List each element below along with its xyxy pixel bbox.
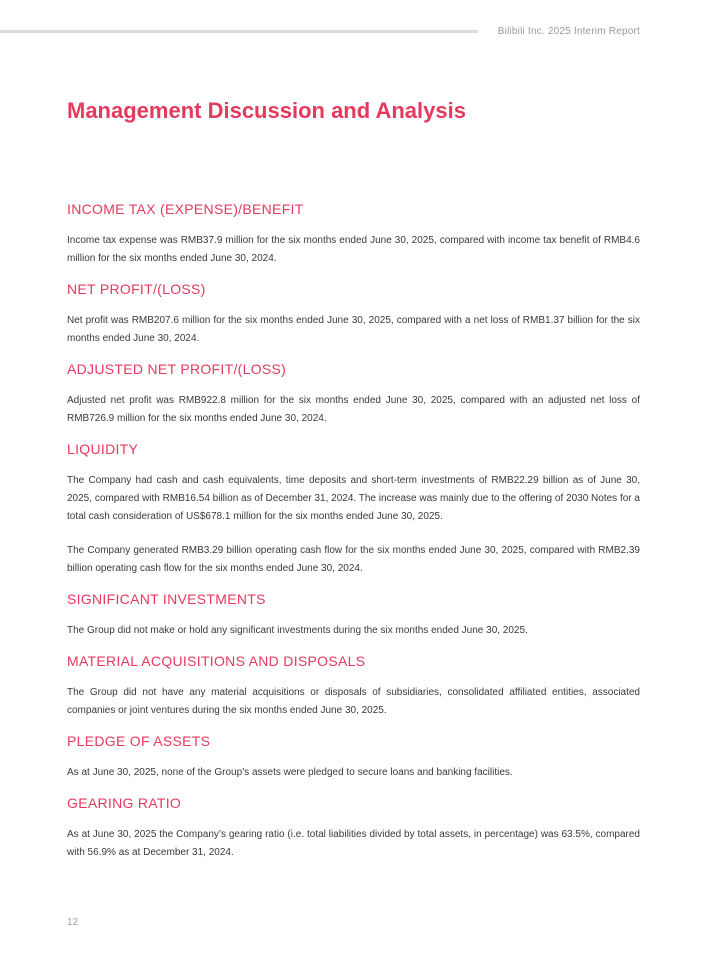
- section-heading: PLEDGE OF ASSETS: [67, 733, 211, 749]
- paragraph: Adjusted net profit was RMB922.8 million for the six months ended June 30, 2025, compared with an adjusted net loss of RMB726.9 million for the six months ended June 30, 2024.: [67, 395, 640, 424]
- report-header: Bilibili Inc. 2025 Interim Report: [497, 26, 640, 37]
- paragraph: The Company had cash and cash equivalents, time deposits and short-term investments of RMB22.29 billion as of June 30, 2025, compared with RMB16.54 billion as of December 31, 2024. The increase was mainly due to the offering of 2030 Notes for a total cash consideration of US$678.1 million for the six months ended June 30, 2025.: [67, 475, 640, 522]
- sections-container: [67, 200, 640, 874]
- paragraph: The Company generated RMB3.29 billion operating cash flow for the six months ended June 30, 2025, compared with RMB2.39 billion operating cash flow for the six months ended June 30, 2024.: [67, 545, 640, 574]
- section-heading: LIQUIDITY: [67, 441, 139, 457]
- page-number: 12: [67, 917, 79, 928]
- section-body: [67, 764, 640, 782]
- section: [67, 440, 640, 578]
- paragraph: Income tax expense was RMB37.9 million for the six months ended June 30, 2025, compared with income tax benefit of RMB4.6 million for the six months ended June 30, 2024.: [67, 235, 640, 264]
- paragraph: Net profit was RMB207.6 million for the six months ended June 30, 2025, compared with a net loss of RMB1.37 billion for the six months ended June 30, 2024.: [67, 315, 640, 344]
- section: [67, 794, 640, 862]
- section-body: [67, 472, 640, 578]
- paragraph: The Group did not have any material acquisitions or disposals of subsidiaries, consolidated affiliated entities, associated companies or joint ventures during the six months ended June 30, 2025.: [67, 687, 640, 716]
- section: [67, 200, 640, 268]
- section-heading: ADJUSTED NET PROFIT/(LOSS): [67, 361, 287, 377]
- section-body: [67, 622, 640, 640]
- section: [67, 732, 640, 782]
- section-body: [67, 684, 640, 720]
- section: [67, 360, 640, 428]
- section-heading: SIGNIFICANT INVESTMENTS: [67, 591, 266, 607]
- section-heading: INCOME TAX (EXPENSE)/BENEFIT: [67, 201, 304, 217]
- paragraph: As at June 30, 2025 the Company’s gearing ratio (i.e. total liabilities divided by total assets, in percentage) was 63.5%, compared with 56.9% as at December 31, 2024.: [67, 829, 640, 858]
- paragraph: The Group did not make or hold any significant investments during the six months ended June 30, 2025.: [67, 625, 528, 636]
- section-body: [67, 312, 640, 348]
- section-body: [67, 826, 640, 862]
- section-heading: GEARING RATIO: [67, 795, 182, 811]
- section-heading: NET PROFIT/(LOSS): [67, 281, 206, 297]
- section: [67, 652, 640, 720]
- section-body: [67, 232, 640, 268]
- header-rule: [0, 30, 478, 33]
- section: [67, 280, 640, 348]
- section-body: [67, 392, 640, 428]
- section-heading: MATERIAL ACQUISITIONS AND DISPOSALS: [67, 653, 366, 669]
- paragraph: As at June 30, 2025, none of the Group’s assets were pledged to secure loans and banking facilities.: [67, 767, 513, 778]
- section: [67, 590, 640, 640]
- page-title: Management Discussion and Analysis: [67, 98, 466, 123]
